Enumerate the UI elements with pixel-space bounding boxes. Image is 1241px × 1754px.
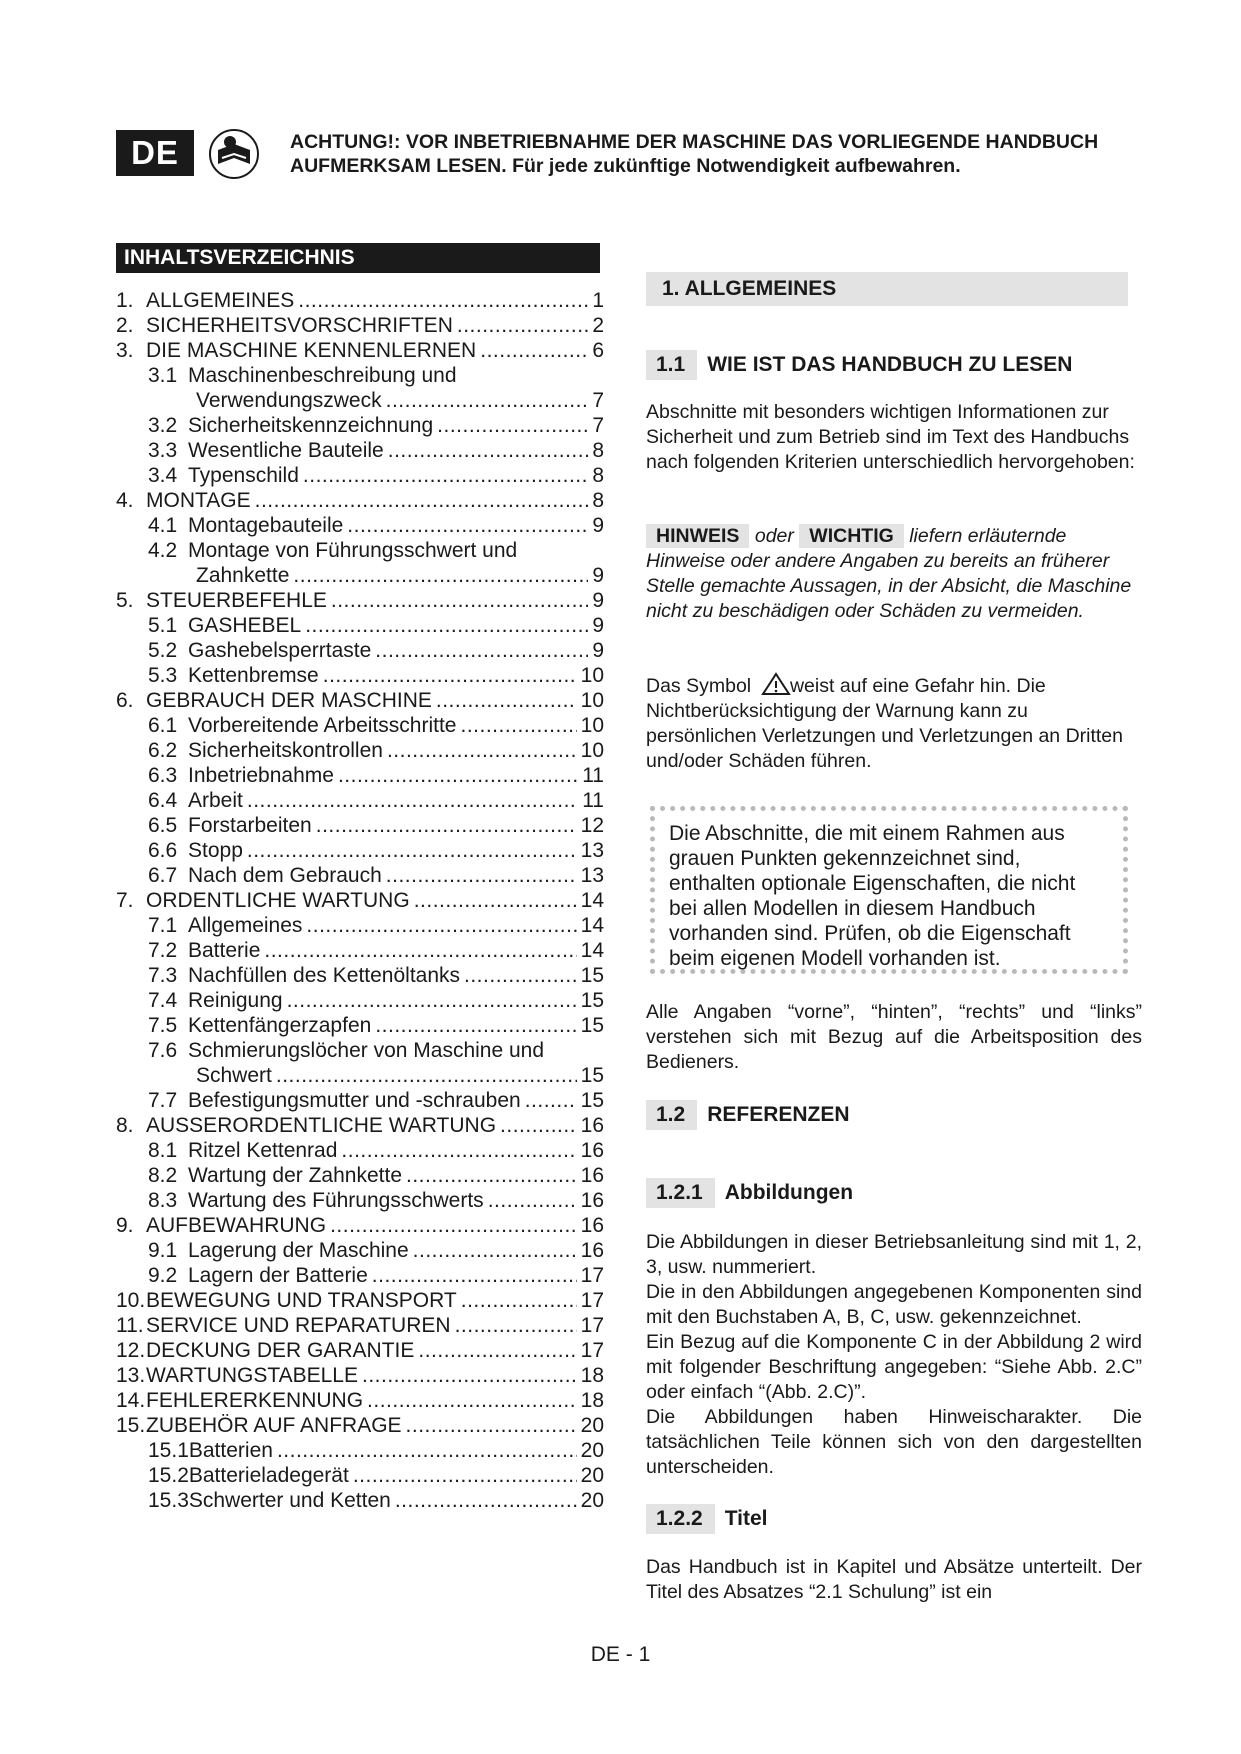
toc-dot-leader (464, 963, 577, 988)
toc-entry-label: Reinigung (188, 989, 283, 1012)
toc-dot-leader (437, 413, 588, 438)
toc-entry[interactable] (116, 938, 604, 963)
toc-entry[interactable] (116, 638, 604, 663)
note-paragraph (646, 524, 1142, 624)
toc-entry[interactable] (116, 963, 604, 988)
toc-entry-page: 14 (580, 889, 604, 912)
direction-paragraph: Alle Angaben “vorne”, “hinten”, “rechts” und “links” verstehen sich mit Bezug auf die Arbeitsposition des Bedieners. (646, 1001, 1142, 1073)
subsection-title: Abbildungen (724, 1181, 854, 1204)
toc-entry[interactable] (116, 1263, 604, 1288)
symbol-text-b: weist auf eine Gefahr hin. Die Nichtberücksichtigung der Warnung kann zu persönlichen Verletzungen und Verletzungen an Dritten und/oder Schäden führen. (646, 675, 1123, 772)
warning-notice (290, 130, 1170, 178)
toc-entry-page: 15 (580, 1014, 604, 1037)
toc-entry-page: 11 (582, 789, 604, 812)
toc-entry-label: GASHEBEL (188, 614, 302, 637)
toc-dot-leader (347, 513, 588, 538)
toc-entry-page: 15 (580, 1064, 604, 1087)
toc-entry-number: 11. (116, 1314, 144, 1337)
toc-entry-page: 13 (580, 864, 604, 887)
language-badge: DE (116, 130, 194, 176)
toc-entry-label: Zahnkette (196, 564, 290, 587)
note-text: liefern erläuternde Hinweise oder andere Angaben zu bereits an früherer Stelle gemachte Aussagen, in der Absicht, die Maschine nicht zu beschädigen oder Schäden zu vermeiden. (646, 525, 1132, 622)
toc-entry-page: 17 (580, 1339, 604, 1362)
toc-entry[interactable] (116, 563, 604, 588)
toc-entry[interactable] (116, 1413, 604, 1438)
toc-entry-page: 8 (592, 464, 604, 487)
toc-entry-page: 17 (580, 1314, 604, 1337)
toc-entry[interactable] (116, 1388, 604, 1413)
toc-dot-leader (303, 463, 588, 488)
toc-dot-leader (341, 1138, 576, 1163)
toc-entry-number: 15.2 (148, 1464, 189, 1487)
read-manual-icon (208, 128, 260, 180)
toc-entry[interactable] (116, 1213, 604, 1238)
hinweis-tag: HINWEIS (646, 524, 749, 548)
toc-entry[interactable] (116, 788, 604, 813)
symbol-text-a: Das Symbol (646, 675, 752, 697)
toc-entry-number: 3. (116, 339, 134, 362)
toc-entry-page: 20 (580, 1439, 604, 1462)
toc-dot-leader (367, 1388, 577, 1413)
toc-entry[interactable] (116, 538, 604, 563)
toc-entry-number: 9.2 (148, 1264, 178, 1287)
toc-entry-page: 16 (580, 1139, 604, 1162)
toc-entry-label: Batterie (188, 939, 261, 962)
toc-entry[interactable] (116, 913, 604, 938)
toc-entry-page: 20 (580, 1489, 604, 1512)
toc-entry[interactable] (116, 1088, 604, 1113)
toc-entry-number: 4.1 (148, 514, 178, 537)
toc-dot-leader (395, 1488, 577, 1513)
toc-dot-leader (414, 888, 577, 913)
toc-entry-number: 14. (116, 1389, 146, 1412)
toc-entry-label: Montagebauteile (188, 514, 344, 537)
toc-dot-leader (316, 813, 577, 838)
toc-entry-page: 20 (580, 1464, 604, 1487)
toc-dot-leader (353, 1463, 577, 1488)
toc-entry-label: ORDENTLICHE WARTUNG (146, 889, 410, 912)
toc-entry-label: WARTUNGSTABELLE (146, 1364, 358, 1387)
toc-entry-label: Batterien (188, 1439, 273, 1462)
toc-entry-page: 1 (592, 289, 604, 312)
warning-triangle-icon (761, 672, 791, 696)
toc-entry-number: 5.1 (148, 614, 178, 637)
toc-entry[interactable] (116, 438, 604, 463)
titles-paragraph: Das Handbuch ist in Kapitel und Absätze unterteilt. Der Titel des Absatzes “2.1 Schulung” ist ein (646, 1556, 1142, 1603)
toc-entry[interactable] (116, 1313, 604, 1338)
toc-entry-number: 5.2 (148, 639, 178, 662)
toc-entry[interactable] (116, 1463, 604, 1488)
toc-dot-leader (247, 788, 578, 813)
toc-entry-label: Schwert (196, 1064, 272, 1087)
toc-entry-number: 3.4 (148, 464, 178, 487)
toc-entry-page: 10 (580, 714, 604, 737)
toc-dot-leader (488, 1188, 577, 1213)
toc-dot-leader (287, 988, 577, 1013)
toc-dot-leader (500, 1113, 577, 1138)
toc-entry-number: 7.5 (148, 1014, 178, 1037)
toc-dot-leader (330, 1213, 577, 1238)
toc-entry-page: 16 (580, 1164, 604, 1187)
toc-entry[interactable] (116, 1338, 604, 1363)
subsection-1-2-1-heading (646, 1178, 853, 1208)
toc-entry-label: ZUBEHÖR AUF ANFRAGE (146, 1414, 402, 1437)
table-of-contents (116, 288, 604, 1513)
toc-dot-leader (406, 1163, 577, 1188)
toc-entry-page: 10 (580, 689, 604, 712)
toc-entry[interactable] (116, 863, 604, 888)
toc-entry-page: 17 (580, 1264, 604, 1287)
toc-dot-leader (293, 563, 588, 588)
wichtig-tag: WICHTIG (799, 524, 903, 548)
toc-dot-leader (247, 838, 577, 863)
toc-entry-number: 6.7 (148, 864, 178, 887)
toc-entry-number: 8.1 (148, 1139, 178, 1162)
toc-entry-page: 16 (580, 1189, 604, 1212)
toc-entry[interactable] (116, 463, 604, 488)
toc-entry-number: 5.3 (148, 664, 178, 687)
toc-entry-number: 10. (116, 1289, 146, 1312)
toc-entry-number: 15.3 (148, 1489, 189, 1512)
toc-entry-number: 6.2 (148, 739, 178, 762)
toc-entry[interactable] (116, 1063, 604, 1088)
toc-entry-label: Ritzel Kettenrad (188, 1139, 338, 1162)
toc-entry[interactable] (116, 588, 604, 613)
toc-dot-leader (338, 763, 578, 788)
toc-entry-page: 11 (582, 764, 604, 787)
oder-word: oder (754, 525, 794, 547)
toc-dot-leader (457, 313, 588, 338)
toc-dot-leader (323, 663, 577, 688)
toc-entry[interactable] (116, 613, 604, 638)
toc-dot-leader (276, 1063, 577, 1088)
symbol-paragraph (646, 672, 1142, 774)
toc-entry-number: 3.1 (148, 364, 178, 387)
toc-entry-page: 20 (580, 1414, 604, 1437)
toc-entry-label: Kettenfängerzapfen (188, 1014, 372, 1037)
toc-entry-number: 6.3 (148, 764, 178, 787)
toc-entry-number: 3.3 (148, 439, 178, 462)
toc-dot-leader (277, 1438, 577, 1463)
toc-entry-page: 17 (580, 1289, 604, 1312)
toc-entry-label: Forstarbeiten (188, 814, 312, 837)
toc-dot-leader (362, 1363, 577, 1388)
toc-entry-page: 15 (580, 964, 604, 987)
toc-entry[interactable] (116, 763, 604, 788)
toc-entry-label: MONTAGE (146, 489, 251, 512)
warning-line-1: ACHTUNG!: VOR INBETRIEBNAHME DER MASCHINE DAS VORLIEGENDE HANDBUCH (290, 131, 1099, 153)
toc-dot-leader (375, 1013, 576, 1038)
toc-entry-label: Maschinenbeschreibung und (188, 364, 457, 387)
toc-entry-page: 12 (580, 814, 604, 837)
toc-entry[interactable] (116, 688, 604, 713)
toc-entry[interactable] (116, 1113, 604, 1138)
toc-entry-page: 15 (580, 989, 604, 1012)
toc-entry-page: 7 (592, 389, 604, 412)
toc-entry[interactable] (116, 1013, 604, 1038)
figures-text-3: Ein Bezug auf die Komponente C in der Abbildung 2 wird mit folgender Beschriftung angegeben: “Siehe Abb. 2.C” oder einfach “(Abb. 2.C)”. (646, 1331, 1142, 1403)
toc-entry-page: 14 (580, 914, 604, 937)
toc-entry-page: 15 (580, 1089, 604, 1112)
toc-entry[interactable] (116, 488, 604, 513)
toc-dot-leader (461, 713, 577, 738)
toc-entry[interactable] (116, 1163, 604, 1188)
toc-entry-label: Nach dem Gebrauch (188, 864, 382, 887)
toc-dot-leader (331, 588, 588, 613)
toc-entry-number: 6. (116, 689, 134, 712)
toc-dot-leader (298, 288, 588, 313)
toc-entry-label: Schmierungslöcher von Maschine und (188, 1039, 545, 1062)
toc-entry-page: 9 (592, 639, 604, 662)
toc-entry-page: 6 (592, 339, 604, 362)
toc-entry-label: SERVICE UND REPARATUREN (146, 1314, 451, 1337)
optional-features-text: Die Abschnitte, die mit einem Rahmen aus grauen Punkten gekennzeichnet sind, enthalten optionale Eigenschaften, die nicht bei allen Modellen in diesem Handbuch vorhanden sind. Prüfen, ob die Eigenschaft beim eigenen Modell vorhanden ist. (669, 822, 1076, 970)
toc-entry-number: 15. (116, 1414, 146, 1437)
toc-entry-label: GEBRAUCH DER MASCHINE (146, 689, 432, 712)
subsection-title: REFERENZEN (707, 1103, 850, 1126)
toc-entry-number: 7.2 (148, 939, 178, 962)
toc-entry-number: 8.2 (148, 1164, 178, 1187)
subsection-title: WIE IST DAS HANDBUCH ZU LESEN (707, 353, 1073, 376)
toc-entry-number: 8.3 (148, 1189, 178, 1212)
toc-entry-page: 7 (592, 414, 604, 437)
toc-entry[interactable] (116, 388, 604, 413)
toc-entry[interactable] (116, 1038, 604, 1063)
toc-entry-label: Stopp (188, 839, 243, 862)
figures-text-2: Die in den Abbildungen angegebenen Komponenten sind mit den Buchstaben A, B, C, usw. gekennzeichnet. (646, 1281, 1142, 1328)
toc-entry-label: DECKUNG DER GARANTIE (146, 1339, 415, 1362)
toc-entry-label: BEWEGUNG UND TRANSPORT (146, 1289, 457, 1312)
toc-dot-leader (461, 1288, 577, 1313)
toc-entry-label: Sicherheitskennzeichnung (188, 414, 434, 437)
toc-dot-leader (436, 688, 577, 713)
subsection-number: 1.1 (646, 350, 697, 380)
toc-entry[interactable] (116, 413, 604, 438)
toc-entry-number: 7.6 (148, 1039, 178, 1062)
toc-dot-leader (455, 1313, 577, 1338)
toc-entry[interactable] (116, 713, 604, 738)
toc-entry-number: 7.1 (148, 914, 178, 937)
toc-entry-label: Befestigungsmutter und -schrauben (188, 1089, 521, 1112)
toc-dot-leader (418, 1338, 576, 1363)
toc-dot-leader (386, 388, 589, 413)
toc-entry-number: 2. (116, 314, 134, 337)
toc-entry-number: 6.4 (148, 789, 178, 812)
toc-entry-page: 2 (592, 314, 604, 337)
toc-entry[interactable] (116, 1138, 604, 1163)
toc-dot-leader (386, 863, 577, 888)
toc-entry-number: 7.7 (148, 1089, 178, 1112)
toc-entry-number: 6.6 (148, 839, 178, 862)
toc-dot-leader (525, 1088, 577, 1113)
optional-features-box (650, 806, 1128, 974)
toc-dot-leader (387, 738, 577, 763)
toc-dot-leader (255, 488, 589, 513)
toc-entry-label: Wartung der Zahnkette (188, 1164, 402, 1187)
toc-entry-page: 14 (580, 939, 604, 962)
toc-entry-number: 9.1 (148, 1239, 178, 1262)
toc-entry[interactable] (116, 288, 604, 313)
toc-entry[interactable] (116, 838, 604, 863)
toc-entry-label: AUSSERORDENTLICHE WARTUNG (146, 1114, 497, 1137)
toc-dot-leader (264, 938, 576, 963)
toc-entry[interactable] (116, 313, 604, 338)
toc-dot-leader (306, 913, 576, 938)
page-number: DE - 1 (590, 1643, 651, 1666)
toc-entry-label: FEHLERERKENNUNG (146, 1389, 364, 1412)
toc-entry-label: Vorbereitende Arbeitsschritte (188, 714, 457, 737)
toc-entry-label: Wesentliche Bauteile (188, 439, 384, 462)
toc-entry-number: 4. (116, 489, 134, 512)
toc-entry[interactable] (116, 1438, 604, 1463)
toc-entry-label: DIE MASCHINE KENNENLERNEN (146, 339, 477, 362)
subsection-number: 1.2.1 (646, 1178, 715, 1208)
toc-entry-number: 1. (116, 289, 134, 312)
toc-entry[interactable] (116, 338, 604, 363)
toc-entry[interactable] (116, 988, 604, 1013)
toc-entry-label: Arbeit (188, 789, 243, 812)
toc-entry-page: 9 (592, 589, 604, 612)
toc-entry[interactable] (116, 513, 604, 538)
toc-entry-label: Nachfüllen des Kettenöltanks (188, 964, 461, 987)
toc-entry-label: Typenschild (188, 464, 299, 487)
toc-entry[interactable] (116, 1238, 604, 1263)
toc-entry-number: 8. (116, 1114, 134, 1137)
toc-entry-label: Kettenbremse (188, 664, 319, 687)
subsection-title: Titel (724, 1507, 768, 1530)
toc-entry-label: Lagerung der Maschine (188, 1239, 409, 1262)
toc-entry-label: Sicherheitskontrollen (188, 739, 383, 762)
toc-entry-page: 16 (580, 1214, 604, 1237)
toc-entry-page: 9 (592, 564, 604, 587)
toc-dot-leader (305, 613, 588, 638)
toc-entry-page: 13 (580, 839, 604, 862)
toc-entry[interactable] (116, 1288, 604, 1313)
toc-entry[interactable] (116, 1363, 604, 1388)
figures-text-1: Die Abbildungen in dieser Betriebsanleitung sind mit 1, 2, 3, usw. nummeriert. (646, 1231, 1142, 1278)
toc-dot-leader (413, 1238, 577, 1263)
toc-entry-label: Inbetriebnahme (188, 764, 334, 787)
toc-entry[interactable] (116, 888, 604, 913)
toc-entry-number: 5. (116, 589, 134, 612)
toc-entry-label: Batterieladegerät (188, 1464, 349, 1487)
toc-entry-number: 7. (116, 889, 134, 912)
toc-entry[interactable] (116, 1188, 604, 1213)
toc-entry-page: 8 (592, 489, 604, 512)
section-1-heading: 1. ALLGEMEINES (646, 272, 1128, 306)
toc-entry-number: 4.2 (148, 539, 178, 562)
toc-entry-page: 10 (580, 739, 604, 762)
subsection-1-2-heading (646, 1100, 850, 1130)
toc-entry-label: STEUERBEFEHLE (146, 589, 327, 612)
toc-entry-page: 18 (580, 1389, 604, 1412)
toc-entry[interactable] (116, 738, 604, 763)
subsection-1-2-2-heading (646, 1504, 768, 1534)
toc-entry-number: 15.1 (148, 1439, 189, 1462)
toc-entry-label: Allgemeines (188, 914, 303, 937)
toc-dot-leader (406, 1413, 577, 1438)
toc-entry-page: 10 (580, 664, 604, 687)
toc-entry-number: 6.5 (148, 814, 178, 837)
subsection-1-1-heading (646, 350, 1072, 380)
toc-dot-leader (388, 438, 589, 463)
toc-entry-label: Lagern der Batterie (188, 1264, 368, 1287)
toc-entry-label: Verwendungszweck (196, 389, 382, 412)
toc-entry-page: 16 (580, 1239, 604, 1262)
toc-entry[interactable] (116, 363, 604, 388)
toc-dot-leader (372, 1263, 577, 1288)
figures-paragraph (646, 1230, 1142, 1480)
subsection-number: 1.2.2 (646, 1504, 715, 1534)
toc-entry-label: Schwerter und Ketten (188, 1489, 391, 1512)
toc-entry-label: ALLGEMEINES (146, 289, 295, 312)
toc-entry-page: 8 (592, 439, 604, 462)
toc-entry-number: 12. (116, 1339, 146, 1362)
toc-entry-label: SICHERHEITSVORSCHRIFTEN (146, 314, 453, 337)
toc-entry-number: 6.1 (148, 714, 178, 737)
toc-entry-label: Wartung des Führungsschwerts (188, 1189, 484, 1212)
subsection-number: 1.2 (646, 1100, 697, 1130)
toc-entry-number: 3.2 (148, 414, 178, 437)
toc-entry-label: Montage von Führungsschwert und (188, 539, 518, 562)
toc-entry-label: AUFBEWAHRUNG (146, 1214, 327, 1237)
toc-entry-number: 7.4 (148, 989, 178, 1012)
toc-entry[interactable] (116, 813, 604, 838)
toc-dot-leader (375, 638, 588, 663)
toc-entry-label: Gashebelsperrtaste (188, 639, 372, 662)
toc-entry[interactable] (116, 663, 604, 688)
toc-entry[interactable] (116, 1488, 604, 1513)
toc-dot-leader (480, 338, 588, 363)
toc-entry-page: 9 (592, 514, 604, 537)
toc-entry-number: 13. (116, 1364, 146, 1387)
toc-entry-page: 16 (580, 1114, 604, 1137)
toc-entry-page: 18 (580, 1364, 604, 1387)
toc-entry-number: 9. (116, 1214, 134, 1237)
figures-text-4: Die Abbildungen haben Hinweischarakter. Die tatsächlichen Teile können sich von den dargestellten unterscheiden. (646, 1406, 1142, 1478)
toc-title: INHALTSVERZEICHNIS (116, 243, 600, 273)
toc-entry-number: 7.3 (148, 964, 178, 987)
warning-line-2: AUFMERKSAM LESEN. Für jede zukünftige Notwendigkeit aufbewahren. (290, 155, 961, 177)
intro-paragraph: Abschnitte mit besonders wichtigen Informationen zur Sicherheit und zum Betrieb sind im Text des Handbuchs nach folgenden Kriterien unterschiedlich hervorgehoben: (646, 401, 1135, 473)
toc-entry-page: 9 (592, 614, 604, 637)
